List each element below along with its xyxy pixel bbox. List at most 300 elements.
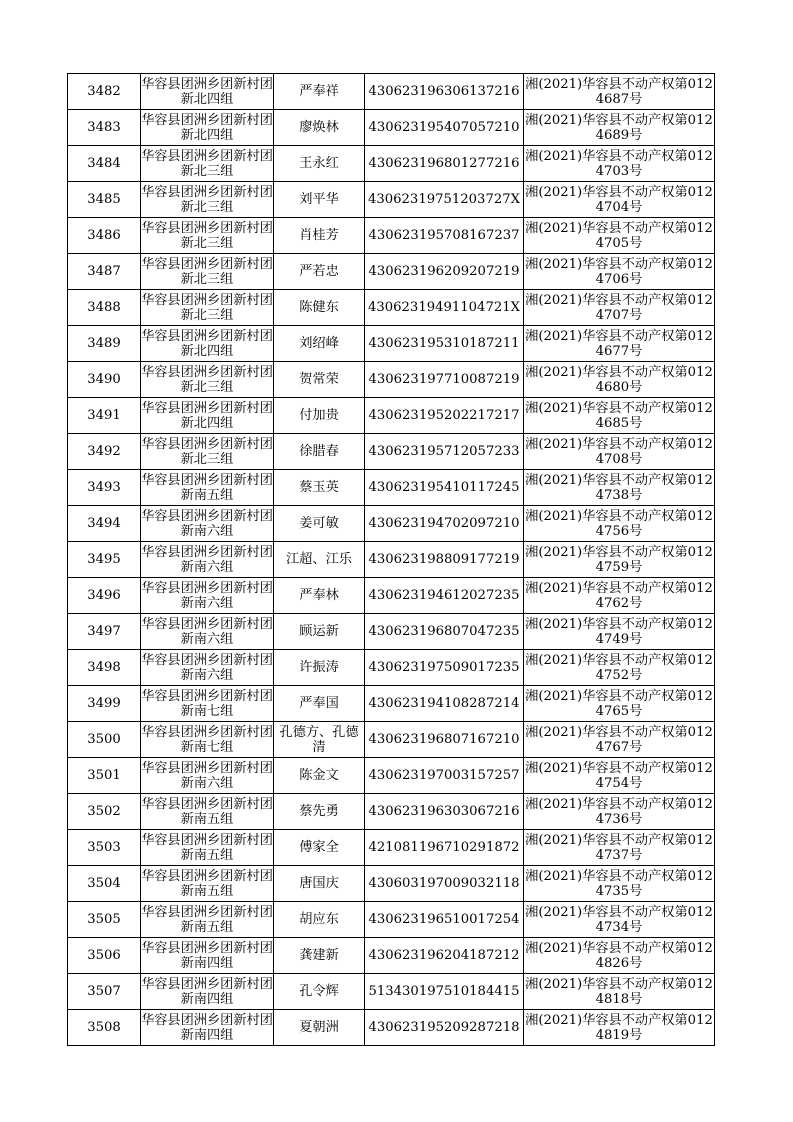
row-number-cell xyxy=(68,146,141,182)
row-number-cell-text: 3483 xyxy=(87,120,121,135)
id-number-cell xyxy=(365,434,524,470)
certificate-number-cell-text: 湘(2021)华容县不动产权第0124736号 xyxy=(525,796,713,827)
id-number-cell-text: 430623195310187211 xyxy=(368,336,520,351)
row-number-cell-text: 3500 xyxy=(87,732,121,747)
table-row xyxy=(68,938,715,974)
row-number-cell-text: 3505 xyxy=(87,912,121,927)
row-number-cell xyxy=(68,578,141,614)
row-number-cell xyxy=(68,326,141,362)
id-number-cell xyxy=(365,254,524,290)
certificate-number-cell xyxy=(524,614,715,650)
table-row xyxy=(68,362,715,398)
row-number-cell-text: 3487 xyxy=(87,264,121,279)
id-number-cell-text: 430623197710087219 xyxy=(368,372,520,387)
id-number-cell xyxy=(365,902,524,938)
row-number-cell xyxy=(68,794,141,830)
certificate-number-cell-text: 湘(2021)华容县不动产权第0124704号 xyxy=(525,184,713,215)
row-number-cell xyxy=(68,902,141,938)
address-cell xyxy=(141,362,274,398)
address-cell-text: 华容县团洲乡团新村团新南四组 xyxy=(141,940,273,971)
id-number-cell xyxy=(365,362,524,398)
owner-name-cell-text: 蔡先勇 xyxy=(299,804,339,819)
owner-name-cell xyxy=(274,290,365,326)
owner-name-cell xyxy=(274,614,365,650)
id-number-cell-text: 43062319491104721X xyxy=(367,300,521,315)
address-cell xyxy=(141,470,274,506)
certificate-number-cell xyxy=(524,830,715,866)
id-number-cell-text: 430623196807047235 xyxy=(368,624,520,639)
table-row xyxy=(68,254,715,290)
address-cell xyxy=(141,794,274,830)
table-row xyxy=(68,758,715,794)
owner-name-cell-text: 严奉祥 xyxy=(299,84,339,99)
table-row xyxy=(68,506,715,542)
certificate-number-cell xyxy=(524,110,715,146)
row-number-cell xyxy=(68,542,141,578)
address-cell xyxy=(141,434,274,470)
owner-name-cell xyxy=(274,794,365,830)
address-cell xyxy=(141,974,274,1010)
certificate-number-cell xyxy=(524,146,715,182)
id-number-cell xyxy=(365,290,524,326)
owner-name-cell-text: 刘绍峰 xyxy=(299,336,339,351)
address-cell xyxy=(141,506,274,542)
owner-name-cell-text: 严奉林 xyxy=(299,588,339,603)
table-row xyxy=(68,686,715,722)
id-number-cell-text: 430623195708167237 xyxy=(368,228,520,243)
address-cell-text: 华容县团洲乡团新村团新北三组 xyxy=(141,364,273,395)
row-number-cell-text: 3502 xyxy=(87,804,121,819)
address-cell-text: 华容县团洲乡团新村团新南六组 xyxy=(141,544,273,575)
certificate-number-cell xyxy=(524,254,715,290)
row-number-cell xyxy=(68,434,141,470)
certificate-number-cell-text: 湘(2021)华容县不动产权第0124680号 xyxy=(525,364,713,395)
address-cell xyxy=(141,578,274,614)
owner-name-cell xyxy=(274,830,365,866)
table-row xyxy=(68,470,715,506)
row-number-cell xyxy=(68,254,141,290)
certificate-number-cell-text: 湘(2021)华容县不动产权第0124756号 xyxy=(525,508,713,539)
certificate-number-cell xyxy=(524,722,715,758)
address-cell-text: 华容县团洲乡团新村团新南五组 xyxy=(141,868,273,899)
certificate-number-cell xyxy=(524,866,715,902)
owner-name-cell-text: 许振涛 xyxy=(299,660,339,675)
property-register-table xyxy=(67,73,715,1046)
certificate-number-cell-text: 湘(2021)华容县不动产权第0124689号 xyxy=(525,112,713,143)
address-cell-text: 华容县团洲乡团新村团新北四组 xyxy=(141,76,273,107)
address-cell xyxy=(141,722,274,758)
address-cell-text: 华容县团洲乡团新村团新北三组 xyxy=(141,256,273,287)
owner-name-cell xyxy=(274,218,365,254)
id-number-cell-text: 430623196801277216 xyxy=(368,156,520,171)
id-number-cell xyxy=(365,686,524,722)
table-row xyxy=(68,218,715,254)
id-number-cell xyxy=(365,722,524,758)
id-number-cell xyxy=(365,794,524,830)
address-cell xyxy=(141,326,274,362)
table-body xyxy=(68,74,715,1046)
table-row xyxy=(68,110,715,146)
certificate-number-cell xyxy=(524,290,715,326)
table-row xyxy=(68,146,715,182)
row-number-cell xyxy=(68,722,141,758)
certificate-number-cell-text: 湘(2021)华容县不动产权第0124759号 xyxy=(525,544,713,575)
address-cell xyxy=(141,146,274,182)
id-number-cell-text: 430623194702097210 xyxy=(368,516,520,531)
row-number-cell-text: 3485 xyxy=(87,192,121,207)
id-number-cell xyxy=(365,938,524,974)
id-number-cell xyxy=(365,758,524,794)
row-number-cell xyxy=(68,866,141,902)
id-number-cell-text: 513430197510184415 xyxy=(368,984,520,999)
id-number-cell xyxy=(365,578,524,614)
address-cell xyxy=(141,290,274,326)
certificate-number-cell xyxy=(524,938,715,974)
row-number-cell-text: 3482 xyxy=(87,84,121,99)
id-number-cell xyxy=(365,542,524,578)
address-cell xyxy=(141,542,274,578)
address-cell-text: 华容县团洲乡团新村团新南六组 xyxy=(141,652,273,683)
owner-name-cell-text: 廖焕林 xyxy=(299,120,339,135)
address-cell-text: 华容县团洲乡团新村团新南四组 xyxy=(141,1012,273,1043)
owner-name-cell xyxy=(274,506,365,542)
owner-name-cell-text: 唐国庆 xyxy=(299,876,339,891)
row-number-cell xyxy=(68,110,141,146)
address-cell xyxy=(141,758,274,794)
certificate-number-cell-text: 湘(2021)华容县不动产权第0124734号 xyxy=(525,904,713,935)
certificate-number-cell-text: 湘(2021)华容县不动产权第0124705号 xyxy=(525,220,713,251)
certificate-number-cell-text: 湘(2021)华容县不动产权第0124687号 xyxy=(525,76,713,107)
owner-name-cell xyxy=(274,722,365,758)
table-row xyxy=(68,290,715,326)
id-number-cell xyxy=(365,74,524,110)
id-number-cell-text: 430623196807167210 xyxy=(368,732,520,747)
row-number-cell-text: 3498 xyxy=(87,660,121,675)
owner-name-cell xyxy=(274,398,365,434)
certificate-number-cell xyxy=(524,506,715,542)
id-number-cell xyxy=(365,650,524,686)
id-number-cell-text: 430623195407057210 xyxy=(368,120,520,135)
id-number-cell xyxy=(365,326,524,362)
owner-name-cell xyxy=(274,1010,365,1046)
owner-name-cell-text: 王永红 xyxy=(299,156,339,171)
row-number-cell-text: 3496 xyxy=(87,588,121,603)
owner-name-cell-text: 徐腊春 xyxy=(299,444,339,459)
certificate-number-cell xyxy=(524,182,715,218)
id-number-cell xyxy=(365,974,524,1010)
row-number-cell xyxy=(68,470,141,506)
owner-name-cell-text: 蔡玉英 xyxy=(299,480,339,495)
address-cell-text: 华容县团洲乡团新村团新北三组 xyxy=(141,292,273,323)
owner-name-cell-text: 严奉国 xyxy=(299,696,339,711)
certificate-number-cell xyxy=(524,362,715,398)
address-cell xyxy=(141,182,274,218)
row-number-cell-text: 3493 xyxy=(87,480,121,495)
table-row xyxy=(68,650,715,686)
address-cell xyxy=(141,866,274,902)
address-cell-text: 华容县团洲乡团新村团新南六组 xyxy=(141,508,273,539)
owner-name-cell-text: 夏朝洲 xyxy=(299,1020,339,1035)
certificate-number-cell-text: 湘(2021)华容县不动产权第0124749号 xyxy=(525,616,713,647)
row-number-cell-text: 3508 xyxy=(87,1020,121,1035)
owner-name-cell xyxy=(274,758,365,794)
address-cell xyxy=(141,398,274,434)
address-cell xyxy=(141,110,274,146)
document-page xyxy=(67,73,713,1046)
address-cell-text: 华容县团洲乡团新村团新南五组 xyxy=(141,832,273,863)
certificate-number-cell xyxy=(524,218,715,254)
owner-name-cell xyxy=(274,74,365,110)
id-number-cell-text: 430623198809177219 xyxy=(368,552,520,567)
address-cell xyxy=(141,902,274,938)
row-number-cell-text: 3507 xyxy=(87,984,121,999)
certificate-number-cell-text: 湘(2021)华容县不动产权第0124818号 xyxy=(525,976,713,1007)
address-cell xyxy=(141,650,274,686)
certificate-number-cell xyxy=(524,542,715,578)
certificate-number-cell-text: 湘(2021)华容县不动产权第0124708号 xyxy=(525,436,713,467)
owner-name-cell xyxy=(274,254,365,290)
certificate-number-cell-text: 湘(2021)华容县不动产权第0124819号 xyxy=(525,1012,713,1043)
id-number-cell-text: 430623196204187212 xyxy=(368,948,520,963)
owner-name-cell-text: 江超、江乐 xyxy=(286,552,352,567)
certificate-number-cell xyxy=(524,434,715,470)
owner-name-cell xyxy=(274,434,365,470)
row-number-cell-text: 3491 xyxy=(87,408,121,423)
owner-name-cell xyxy=(274,974,365,1010)
row-number-cell-text: 3484 xyxy=(87,156,121,171)
row-number-cell xyxy=(68,74,141,110)
certificate-number-cell-text: 湘(2021)华容县不动产权第0124826号 xyxy=(525,940,713,971)
certificate-number-cell-text: 湘(2021)华容县不动产权第0124735号 xyxy=(525,868,713,899)
address-cell-text: 华容县团洲乡团新村团新南五组 xyxy=(141,472,273,503)
owner-name-cell xyxy=(274,182,365,218)
row-number-cell xyxy=(68,614,141,650)
table-row xyxy=(68,74,715,110)
address-cell-text: 华容县团洲乡团新村团新南五组 xyxy=(141,796,273,827)
owner-name-cell-text: 贺常荣 xyxy=(299,372,339,387)
address-cell xyxy=(141,74,274,110)
row-number-cell-text: 3503 xyxy=(87,840,121,855)
row-number-cell-text: 3499 xyxy=(87,696,121,711)
address-cell-text: 华容县团洲乡团新村团新北三组 xyxy=(141,436,273,467)
address-cell-text: 华容县团洲乡团新村团新北四组 xyxy=(141,400,273,431)
address-cell xyxy=(141,830,274,866)
certificate-number-cell-text: 湘(2021)华容县不动产权第0124738号 xyxy=(525,472,713,503)
row-number-cell-text: 3488 xyxy=(87,300,121,315)
table-row xyxy=(68,902,715,938)
certificate-number-cell xyxy=(524,794,715,830)
address-cell xyxy=(141,686,274,722)
certificate-number-cell-text: 湘(2021)华容县不动产权第0124706号 xyxy=(525,256,713,287)
owner-name-cell xyxy=(274,470,365,506)
id-number-cell xyxy=(365,614,524,650)
row-number-cell-text: 3495 xyxy=(87,552,121,567)
id-number-cell xyxy=(365,830,524,866)
row-number-cell-text: 3494 xyxy=(87,516,121,531)
row-number-cell-text: 3492 xyxy=(87,444,121,459)
address-cell-text: 华容县团洲乡团新村团新北四组 xyxy=(141,112,273,143)
owner-name-cell-text: 孔德方、孔德清 xyxy=(279,724,359,755)
address-cell-text: 华容县团洲乡团新村团新南六组 xyxy=(141,580,273,611)
id-number-cell-text: 430623195410117245 xyxy=(368,480,520,495)
row-number-cell xyxy=(68,1010,141,1046)
id-number-cell-text: 430623196303067216 xyxy=(368,804,520,819)
owner-name-cell-text: 肖桂芳 xyxy=(299,228,339,243)
id-number-cell-text: 430623195202217217 xyxy=(368,408,520,423)
table-row xyxy=(68,326,715,362)
owner-name-cell-text: 龚建新 xyxy=(299,948,339,963)
row-number-cell xyxy=(68,362,141,398)
row-number-cell-text: 3497 xyxy=(87,624,121,639)
certificate-number-cell-text: 湘(2021)华容县不动产权第0124754号 xyxy=(525,760,713,791)
id-number-cell-text: 430623194108287214 xyxy=(368,696,520,711)
address-cell-text: 华容县团洲乡团新村团新南六组 xyxy=(141,616,273,647)
certificate-number-cell xyxy=(524,974,715,1010)
id-number-cell xyxy=(365,146,524,182)
address-cell-text: 华容县团洲乡团新村团新南七组 xyxy=(141,688,273,719)
id-number-cell xyxy=(365,182,524,218)
table-row xyxy=(68,434,715,470)
id-number-cell xyxy=(365,218,524,254)
row-number-cell xyxy=(68,398,141,434)
id-number-cell xyxy=(365,1010,524,1046)
id-number-cell-text: 43062319751203727X xyxy=(367,192,521,207)
owner-name-cell xyxy=(274,326,365,362)
certificate-number-cell-text: 湘(2021)华容县不动产权第0124703号 xyxy=(525,148,713,179)
certificate-number-cell-text: 湘(2021)华容县不动产权第0124752号 xyxy=(525,652,713,683)
owner-name-cell xyxy=(274,110,365,146)
owner-name-cell-text: 陈金文 xyxy=(299,768,339,783)
certificate-number-cell xyxy=(524,326,715,362)
certificate-number-cell xyxy=(524,1010,715,1046)
owner-name-cell xyxy=(274,578,365,614)
row-number-cell xyxy=(68,290,141,326)
address-cell-text: 华容县团洲乡团新村团新北三组 xyxy=(141,148,273,179)
address-cell-text: 华容县团洲乡团新村团新南五组 xyxy=(141,904,273,935)
id-number-cell-text: 430623194612027235 xyxy=(368,588,520,603)
address-cell xyxy=(141,254,274,290)
row-number-cell-text: 3506 xyxy=(87,948,121,963)
certificate-number-cell-text: 湘(2021)华容县不动产权第0124677号 xyxy=(525,328,713,359)
owner-name-cell-text: 孔令辉 xyxy=(299,984,339,999)
id-number-cell xyxy=(365,866,524,902)
row-number-cell xyxy=(68,218,141,254)
certificate-number-cell-text: 湘(2021)华容县不动产权第0124737号 xyxy=(525,832,713,863)
table-row xyxy=(68,722,715,758)
table-row xyxy=(68,794,715,830)
address-cell-text: 华容县团洲乡团新村团新北四组 xyxy=(141,328,273,359)
address-cell-text: 华容县团洲乡团新村团新北三组 xyxy=(141,220,273,251)
row-number-cell-text: 3504 xyxy=(87,876,121,891)
row-number-cell-text: 3486 xyxy=(87,228,121,243)
row-number-cell xyxy=(68,938,141,974)
table-row xyxy=(68,578,715,614)
owner-name-cell xyxy=(274,866,365,902)
address-cell xyxy=(141,1010,274,1046)
certificate-number-cell xyxy=(524,398,715,434)
id-number-cell-text: 430623197003157257 xyxy=(368,768,520,783)
id-number-cell xyxy=(365,470,524,506)
owner-name-cell-text: 傅家全 xyxy=(299,840,339,855)
table-row xyxy=(68,974,715,1010)
id-number-cell xyxy=(365,398,524,434)
address-cell-text: 华容县团洲乡团新村团新南六组 xyxy=(141,760,273,791)
id-number-cell-text: 430623196510017254 xyxy=(368,912,520,927)
id-number-cell-text: 430623196306137216 xyxy=(368,84,520,99)
table-row xyxy=(68,398,715,434)
certificate-number-cell xyxy=(524,650,715,686)
id-number-cell-text: 430623195712057233 xyxy=(368,444,520,459)
owner-name-cell xyxy=(274,938,365,974)
id-number-cell-text: 430603197009032118 xyxy=(368,876,520,891)
certificate-number-cell-text: 湘(2021)华容县不动产权第0124767号 xyxy=(525,724,713,755)
certificate-number-cell xyxy=(524,470,715,506)
row-number-cell-text: 3489 xyxy=(87,336,121,351)
id-number-cell-text: 430623196209207219 xyxy=(368,264,520,279)
id-number-cell-text: 421081196710291872 xyxy=(368,840,520,855)
address-cell-text: 华容县团洲乡团新村团新北三组 xyxy=(141,184,273,215)
owner-name-cell-text: 姜可敏 xyxy=(299,516,339,531)
table-row xyxy=(68,1010,715,1046)
row-number-cell xyxy=(68,974,141,1010)
certificate-number-cell-text: 湘(2021)华容县不动产权第0124685号 xyxy=(525,400,713,431)
owner-name-cell xyxy=(274,362,365,398)
certificate-number-cell-text: 湘(2021)华容县不动产权第0124765号 xyxy=(525,688,713,719)
address-cell-text: 华容县团洲乡团新村团新南七组 xyxy=(141,724,273,755)
owner-name-cell xyxy=(274,902,365,938)
id-number-cell-text: 430623197509017235 xyxy=(368,660,520,675)
id-number-cell-text: 430623195209287218 xyxy=(368,1020,520,1035)
certificate-number-cell xyxy=(524,902,715,938)
table-row xyxy=(68,182,715,218)
owner-name-cell xyxy=(274,686,365,722)
owner-name-cell-text: 胡应东 xyxy=(299,912,339,927)
owner-name-cell-text: 严若忠 xyxy=(299,264,339,279)
owner-name-cell xyxy=(274,542,365,578)
row-number-cell-text: 3490 xyxy=(87,372,121,387)
certificate-number-cell xyxy=(524,74,715,110)
table-row xyxy=(68,614,715,650)
table-row xyxy=(68,830,715,866)
table-row xyxy=(68,866,715,902)
address-cell-text: 华容县团洲乡团新村团新南四组 xyxy=(141,976,273,1007)
certificate-number-cell-text: 湘(2021)华容县不动产权第0124762号 xyxy=(525,580,713,611)
certificate-number-cell xyxy=(524,758,715,794)
owner-name-cell xyxy=(274,650,365,686)
id-number-cell xyxy=(365,110,524,146)
owner-name-cell-text: 付加贵 xyxy=(299,408,339,423)
certificate-number-cell-text: 湘(2021)华容县不动产权第0124707号 xyxy=(525,292,713,323)
row-number-cell xyxy=(68,650,141,686)
row-number-cell xyxy=(68,506,141,542)
address-cell xyxy=(141,218,274,254)
row-number-cell xyxy=(68,830,141,866)
certificate-number-cell xyxy=(524,686,715,722)
row-number-cell xyxy=(68,686,141,722)
id-number-cell xyxy=(365,506,524,542)
address-cell xyxy=(141,614,274,650)
table-row xyxy=(68,542,715,578)
owner-name-cell xyxy=(274,146,365,182)
owner-name-cell-text: 陈健东 xyxy=(299,300,339,315)
address-cell xyxy=(141,938,274,974)
row-number-cell xyxy=(68,182,141,218)
owner-name-cell-text: 顾运新 xyxy=(299,624,339,639)
owner-name-cell-text: 刘平华 xyxy=(299,192,339,207)
certificate-number-cell xyxy=(524,578,715,614)
row-number-cell xyxy=(68,758,141,794)
row-number-cell-text: 3501 xyxy=(87,768,121,783)
